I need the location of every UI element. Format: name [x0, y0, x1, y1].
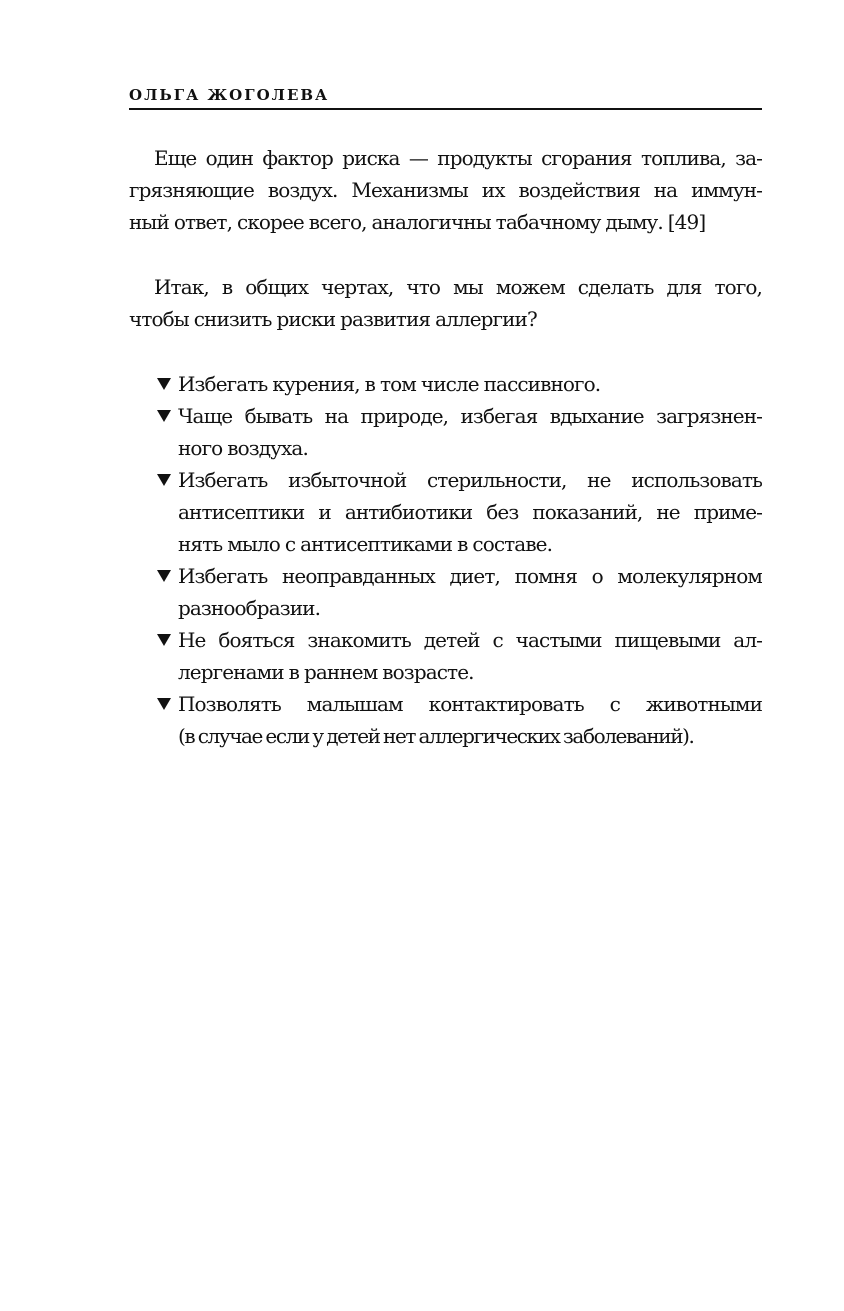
list-item-line: лергенами в раннем возрасте.	[178, 660, 474, 684]
header-rule	[129, 108, 762, 110]
list-item-line: антисептики и антибиотики без показаний, не приме-	[178, 500, 762, 524]
list-item-line: Избегать неоправданных диет, помня о молекулярном	[178, 564, 762, 588]
list-item-line: нять мыло с антисептиками в составе.	[178, 532, 553, 556]
list-item	[157, 400, 762, 464]
list-item-line: ного воздуха.	[178, 436, 308, 460]
running-head: ОЛЬГА ЖОГОЛЕВА	[129, 86, 330, 104]
triangle-bullet-icon	[157, 474, 171, 486]
list-item-line: Чаще бывать на природе, избегая вдыхание загрязнен-	[178, 404, 762, 428]
triangle-bullet-icon	[157, 410, 171, 422]
recommendations-list	[157, 368, 762, 752]
paragraph-fuel-combustion	[129, 142, 762, 238]
list-item	[157, 368, 762, 400]
list-item-line: Не бояться знакомить детей с частыми пищевыми ал-	[178, 628, 762, 652]
list-item	[157, 560, 762, 624]
paragraph-summary-question	[129, 271, 762, 335]
list-item-line: (в случае если у детей нет аллергических заболеваний).	[178, 724, 694, 748]
list-item	[157, 464, 762, 560]
list-item-line: Избегать избыточной стерильности, не использовать	[178, 468, 762, 492]
paragraph-line: Итак, в общих чертах, что мы можем сделать для того,	[154, 275, 762, 299]
paragraph-line: чтобы снизить риски развития аллергии?	[129, 307, 537, 331]
triangle-bullet-icon	[157, 378, 171, 390]
paragraph-line: ный ответ, скорее всего, аналогичны табачному дыму. [49]	[129, 210, 706, 234]
list-item	[157, 624, 762, 688]
list-item-line: Позволять малышам контактировать с животными	[178, 692, 762, 716]
triangle-bullet-icon	[157, 698, 171, 710]
paragraph-line: грязняющие воздух. Механизмы их воздействия на иммун-	[129, 178, 762, 202]
list-item-line: Избегать курения, в том числе пассивного.	[178, 372, 601, 396]
list-item	[157, 688, 762, 752]
triangle-bullet-icon	[157, 570, 171, 582]
triangle-bullet-icon	[157, 634, 171, 646]
list-item-line: разнообразии.	[178, 596, 321, 620]
paragraph-line: Еще один фактор риска — продукты сгорания топлива, за-	[154, 146, 762, 170]
